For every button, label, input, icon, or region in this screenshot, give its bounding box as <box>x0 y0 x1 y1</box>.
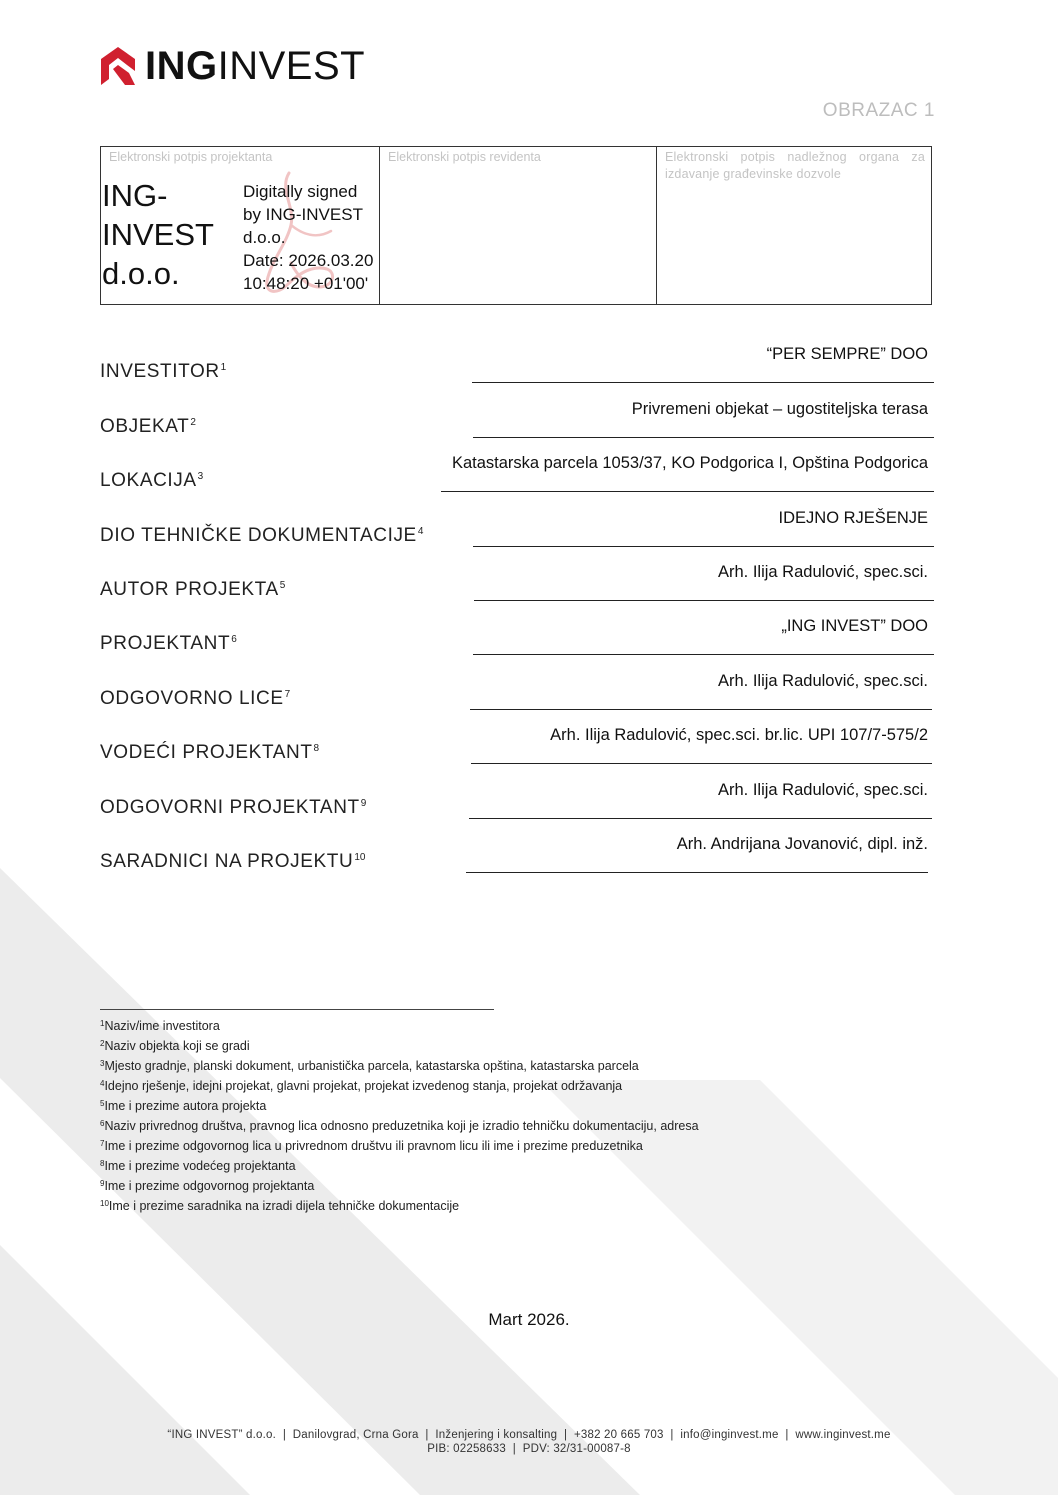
field-row-investitor <box>100 329 934 383</box>
signature-detail-line: Digitally signed <box>243 182 358 201</box>
footnote-marker: 3 <box>100 1059 105 1068</box>
signer-line: d.o.o. <box>102 256 180 291</box>
label-text: ODGOVORNI PROJEKTANT <box>100 797 360 818</box>
footnote <box>100 1015 699 1035</box>
field-row-autor-projekta <box>100 547 934 601</box>
footnote-marker: 2 <box>100 1039 105 1048</box>
company-logo <box>99 44 365 88</box>
footnote-marker: 3 <box>197 471 204 482</box>
footnote-marker: 6 <box>100 1119 105 1128</box>
brand-light: INVEST <box>217 44 366 88</box>
signer-name <box>102 176 214 293</box>
footnote-marker: 2 <box>190 417 196 428</box>
footnote-marker: 1 <box>100 1019 105 1028</box>
field-label <box>100 525 423 547</box>
signature-detail-line: by ING-INVEST <box>243 205 363 224</box>
field-underline <box>441 491 934 492</box>
field-underline <box>471 763 932 764</box>
footnote-marker: 4 <box>417 526 424 537</box>
label-text: Naziv/ime investitora <box>104 1019 220 1033</box>
field-value: Arh. Ilija Radulović, spec.sci. br.lic. UPI 107/7-575/2 <box>550 726 928 744</box>
footnote <box>100 1095 699 1115</box>
label-text: PROJEKTANT <box>100 633 231 654</box>
reviewer-signature-label: Elektronski potpis revidenta <box>388 150 541 164</box>
label-text: OBJEKAT <box>100 416 190 437</box>
field-label <box>100 633 237 655</box>
label-text: DIO TEHNIČKE DOKUMENTACIJE <box>100 525 417 546</box>
field-row-objekat <box>100 384 934 438</box>
field-underline <box>473 654 934 655</box>
footnote <box>100 1115 699 1135</box>
reviewer-signature-cell <box>379 147 656 304</box>
footnote <box>100 1195 699 1215</box>
field-value: Arh. Ilija Radulović, spec.sci. <box>718 672 928 690</box>
footnotes <box>100 1015 699 1215</box>
field-value: Katastarska parcela 1053/37, KO Podgorica I, Opština Podgorica <box>451 454 928 472</box>
footnote-marker: 7 <box>284 689 291 700</box>
footnote-marker: 8 <box>100 1159 105 1168</box>
field-label <box>100 416 196 438</box>
field-row-odgovorno-lice <box>100 656 934 710</box>
field-value: IDEJNO RJEŠENJE <box>778 509 928 527</box>
logo-mark-icon <box>99 45 137 87</box>
signature-table <box>100 146 932 305</box>
footnote-marker: 4 <box>100 1079 105 1088</box>
footnote-marker: 9 <box>100 1179 105 1188</box>
label-text: INVESTITOR <box>100 361 220 382</box>
footnote-divider <box>100 1009 494 1010</box>
footnote <box>100 1075 699 1095</box>
label-text: Ime i prezime vodećeg projektanta <box>104 1159 296 1173</box>
label-text: LOKACIJA <box>100 470 197 491</box>
authority-signature-cell <box>656 147 931 304</box>
page-footer <box>0 1428 1058 1456</box>
footnote <box>100 1135 699 1155</box>
label-text: ODGOVORNO LICE <box>100 688 284 709</box>
footnote-marker: 8 <box>313 743 320 754</box>
footnote-marker: 10 <box>100 1199 109 1208</box>
field-value: “PER SEMPRE” DOO <box>766 345 928 363</box>
field-row-dio-tehnicke-dokumentacije <box>100 493 934 547</box>
signer-line: ING- <box>102 178 168 213</box>
footnote-marker: 6 <box>231 634 237 645</box>
footer-tax-line: PIB: 02258633 | PDV: 32/31-00087-8 <box>427 1443 631 1455</box>
field-label <box>100 742 319 764</box>
field-label <box>100 579 285 601</box>
signature-detail-line: d.o.o. <box>243 228 286 247</box>
label-text: Naziv privrednog društva, pravnog lica odnosno preduzetnika koji je izradio tehničku dokumentaciju, adresa <box>104 1119 699 1133</box>
footnote-marker: 10 <box>354 852 366 863</box>
label-text: Idejno rješenje, idejni projekat, glavni projekat, projekat izvedenog stanja, projekat održavanja <box>104 1079 623 1093</box>
field-label <box>100 361 226 383</box>
label-text: SARADNICI NA PROJEKTU <box>100 851 354 872</box>
field-row-saradnici-na-projektu <box>100 819 934 873</box>
label-text: Mjesto gradnje, planski dokument, urbanistička parcela, katastarska opština, katastarska parcela <box>104 1059 639 1073</box>
footnote-marker: 5 <box>100 1099 105 1108</box>
field-row-projektant <box>100 601 934 655</box>
signer-line: INVEST <box>102 217 214 252</box>
signature-details <box>243 180 373 295</box>
footnote <box>100 1155 699 1175</box>
label-text: VODEĆI PROJEKTANT <box>100 742 313 763</box>
brand-bold: ING <box>145 44 218 88</box>
label-text: Ime i prezime autora projekta <box>104 1099 267 1113</box>
form-code: OBRAZAC 1 <box>822 100 935 121</box>
field-label <box>100 688 290 710</box>
field-row-vodeci-projektant <box>100 710 934 764</box>
document-date: Mart 2026. <box>488 1310 570 1329</box>
field-label <box>100 851 365 873</box>
footnote <box>100 1175 699 1195</box>
designer-signature-cell <box>101 147 379 304</box>
authority-signature-label: Elektronski potpis nadležnog organa za izdavanje građevinske dozvole <box>665 150 925 181</box>
designer-signature-label: Elektronski potpis projektanta <box>109 150 273 164</box>
footer-contact-line: “ING INVEST” d.o.o. | Danilovgrad, Crna Gora | Inženjering i konsalting | +382 20 665 703 | info@inginvest.me | www.inginvest.me <box>167 1429 891 1441</box>
label-text: Naziv objekta koji se gradi <box>104 1039 250 1053</box>
signature-detail-line: 10:48:20 +01'00' <box>243 274 369 293</box>
label-text: Ime i prezime saradnika na izradi dijela tehničke dokumentacije <box>108 1199 460 1213</box>
footnote-marker: 1 <box>220 362 227 373</box>
signature-detail-line: Date: 2026.03.20 <box>243 251 374 270</box>
label-text: Ime i prezime odgovornog projektanta <box>104 1179 315 1193</box>
field-label <box>100 797 366 819</box>
field-value: „ING INVEST” DOO <box>781 617 928 635</box>
footnote-marker: 7 <box>100 1139 105 1148</box>
field-underline <box>472 382 934 383</box>
footnote-marker: 5 <box>279 580 286 591</box>
field-value: Privremeni objekat – ugostiteljska terasa <box>631 400 928 418</box>
field-row-odgovorni-projektant <box>100 765 934 819</box>
footnote-marker: 9 <box>360 798 367 809</box>
label-text: AUTOR PROJEKTA <box>100 579 279 600</box>
footnote <box>100 1055 699 1075</box>
field-value: Arh. Andrijana Jovanović, dipl. inž. <box>676 835 928 853</box>
brand-name <box>145 44 365 88</box>
label-text: Ime i prezime odgovornog lica u privrednom društvu ili pravnom licu ili ime i prezime preduzetnika <box>104 1139 643 1153</box>
field-value: Arh. Ilija Radulović, spec.sci. <box>718 781 928 799</box>
field-value: Arh. Ilija Radulović, spec.sci. <box>718 563 928 581</box>
field-label <box>100 470 203 492</box>
field-row-lokacija <box>100 438 934 492</box>
footnote <box>100 1035 699 1055</box>
field-underline <box>466 872 928 873</box>
